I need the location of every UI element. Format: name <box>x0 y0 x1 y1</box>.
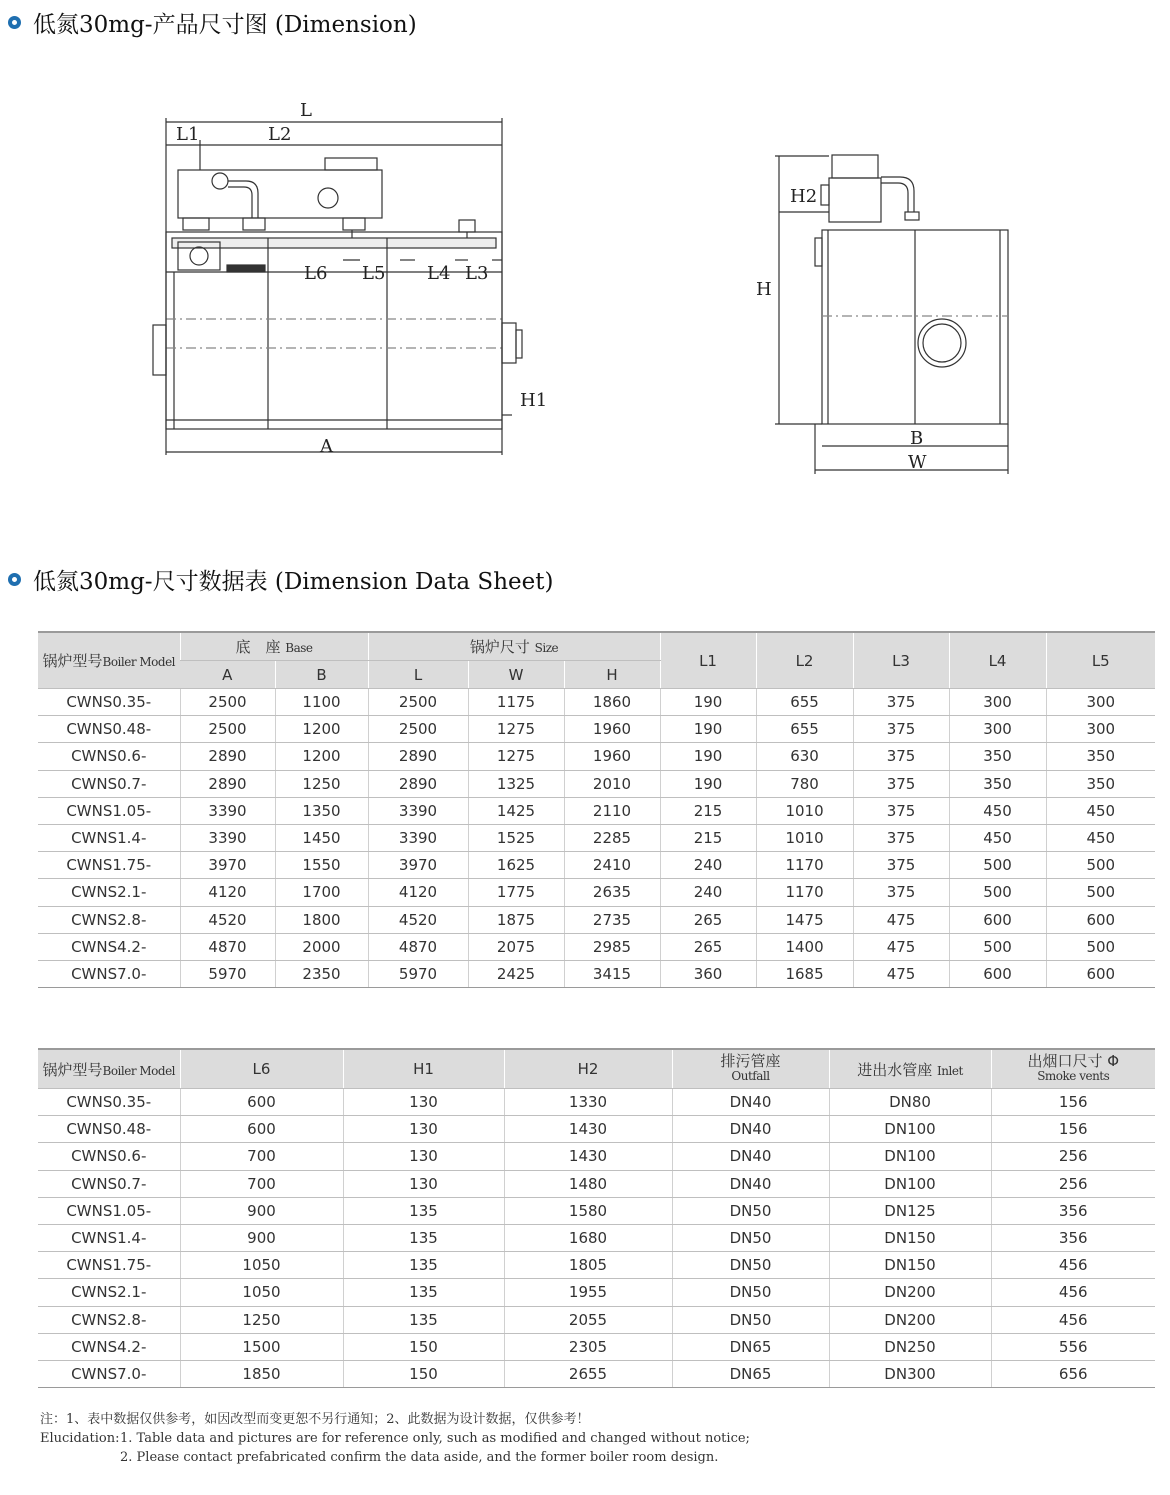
table-cell: 1955 <box>504 1279 672 1306</box>
section-title-dimension <box>8 6 417 39</box>
table-cell: 4520 <box>180 906 275 933</box>
model-cell: CWNS2.8- <box>38 906 180 933</box>
table-cell: 360 <box>660 960 756 987</box>
col-header-H2: H2 <box>504 1049 672 1089</box>
size-header: 锅炉尺寸 Size <box>368 632 660 661</box>
table-cell: 1550 <box>275 852 368 879</box>
col-header-L4: L4 <box>949 632 1046 689</box>
model-cell: CWNS0.48- <box>38 716 180 743</box>
model-cell: CWNS4.2- <box>38 933 180 960</box>
table-cell: 135 <box>343 1224 504 1251</box>
table-cell: 1400 <box>756 933 853 960</box>
economizer-box <box>178 170 382 218</box>
dim-label-L6: L6 <box>304 263 328 284</box>
table-cell: 130 <box>343 1116 504 1143</box>
table-row <box>38 689 1155 716</box>
table-cell: 1350 <box>275 797 368 824</box>
model-cell: CWNS0.48- <box>38 1116 180 1143</box>
table-cell: 2635 <box>564 879 660 906</box>
table-cell: 265 <box>660 906 756 933</box>
note-line-2: 2. Please contact prefabricated confirm the data aside, and the former boiler room design. <box>120 1450 719 1465</box>
table-cell: 2285 <box>564 824 660 851</box>
table-cell: 556 <box>991 1333 1155 1360</box>
dim-label-L4: L4 <box>427 263 451 284</box>
table-cell: 1050 <box>180 1279 343 1306</box>
table-cell: 1475 <box>756 906 853 933</box>
table-cell: 1175 <box>468 689 564 716</box>
table-row <box>38 879 1155 906</box>
model-cell: CWNS0.6- <box>38 743 180 770</box>
table-cell: 700 <box>180 1143 343 1170</box>
table-cell: 500 <box>1046 879 1155 906</box>
table-cell: 655 <box>756 716 853 743</box>
table-cell: 3390 <box>368 797 468 824</box>
table-cell: 500 <box>1046 933 1155 960</box>
table-cell: DN65 <box>672 1333 829 1360</box>
table-cell: DN100 <box>829 1170 991 1197</box>
table-row <box>38 1170 1155 1197</box>
model-cell: CWNS0.6- <box>38 1143 180 1170</box>
table-cell: 135 <box>343 1252 504 1279</box>
model-cell: CWNS1.05- <box>38 797 180 824</box>
boiler-body-side <box>166 232 502 429</box>
table-cell: 1170 <box>756 852 853 879</box>
table-cell: 130 <box>343 1143 504 1170</box>
table-cell: 2410 <box>564 852 660 879</box>
table-cell: 1430 <box>504 1116 672 1143</box>
dimension-table-1 <box>38 631 1155 988</box>
table-cell: 3970 <box>368 852 468 879</box>
table-cell: 356 <box>991 1197 1155 1224</box>
table-cell: 2890 <box>368 770 468 797</box>
table-cell: DN40 <box>672 1089 829 1116</box>
table-cell: 900 <box>180 1224 343 1251</box>
bullet-icon <box>8 573 21 586</box>
table-cell: 356 <box>991 1224 1155 1251</box>
table-row <box>38 960 1155 987</box>
table-cell: 3390 <box>180 797 275 824</box>
table-cell: 375 <box>853 824 949 851</box>
table-row <box>38 743 1155 770</box>
section-title-datasheet <box>8 563 553 596</box>
table-row <box>38 1333 1155 1360</box>
table-cell: 2655 <box>504 1360 672 1387</box>
table-cell: 1010 <box>756 797 853 824</box>
table-cell: 2010 <box>564 770 660 797</box>
table-cell: 1850 <box>180 1360 343 1387</box>
table-cell: 1200 <box>275 716 368 743</box>
dimension-drawing <box>0 60 1170 500</box>
model-cell: CWNS2.8- <box>38 1306 180 1333</box>
table-cell: DN80 <box>829 1089 991 1116</box>
col-header-H1: H1 <box>343 1049 504 1089</box>
table-cell: 1430 <box>504 1143 672 1170</box>
table-cell: 2500 <box>180 716 275 743</box>
model-cell: CWNS1.75- <box>38 1252 180 1279</box>
table-cell: 3390 <box>368 824 468 851</box>
table-cell: 375 <box>853 879 949 906</box>
table-cell: 1170 <box>756 879 853 906</box>
table-cell: 1525 <box>468 824 564 851</box>
model-cell: CWNS4.2- <box>38 1333 180 1360</box>
table-cell: 150 <box>343 1360 504 1387</box>
table-cell: 1050 <box>180 1252 343 1279</box>
section-title-text: 低氮30mg-尺寸数据表 (Dimension Data Sheet) <box>33 569 554 595</box>
dim-label-H1: H1 <box>520 390 548 411</box>
dim-label-A: A <box>320 436 333 457</box>
model-cell: CWNS7.0- <box>38 1360 180 1387</box>
table-cell: 130 <box>343 1089 504 1116</box>
table-cell: 375 <box>853 716 949 743</box>
table-cell: 1250 <box>275 770 368 797</box>
table-cell: 450 <box>949 797 1046 824</box>
bullet-icon <box>8 16 21 29</box>
table-cell: 600 <box>180 1116 343 1143</box>
table-cell: 600 <box>1046 960 1155 987</box>
col-header-W: W <box>468 661 564 689</box>
body-top-rail <box>172 238 496 248</box>
table-cell: DN150 <box>829 1224 991 1251</box>
col-header-smoke: 出烟口尺寸 Φ Smoke vents <box>991 1049 1155 1089</box>
table-cell: 600 <box>949 960 1046 987</box>
model-cell: CWNS2.1- <box>38 879 180 906</box>
table-cell: 1700 <box>275 879 368 906</box>
col-header-L1: L1 <box>660 632 756 689</box>
table-row <box>38 1116 1155 1143</box>
col-header-A: A <box>180 661 275 689</box>
table-cell: 375 <box>853 852 949 879</box>
table-cell: 1580 <box>504 1197 672 1224</box>
table-cell: 2055 <box>504 1306 672 1333</box>
table-cell: 256 <box>991 1170 1155 1197</box>
table-cell: 500 <box>949 933 1046 960</box>
table-cell: 2075 <box>468 933 564 960</box>
table-cell: 2110 <box>564 797 660 824</box>
table-cell: 500 <box>1046 852 1155 879</box>
table-cell: 150 <box>343 1333 504 1360</box>
table-row <box>38 906 1155 933</box>
table-cell: 900 <box>180 1197 343 1224</box>
table-cell: 375 <box>853 689 949 716</box>
table-cell: 1960 <box>564 716 660 743</box>
table-cell: 5970 <box>180 960 275 987</box>
table-cell: DN40 <box>672 1170 829 1197</box>
table-row <box>38 852 1155 879</box>
table-cell: 3390 <box>180 824 275 851</box>
table-row <box>38 1360 1155 1387</box>
col-header-H: H <box>564 661 660 689</box>
table-cell: 600 <box>180 1089 343 1116</box>
table-cell: 300 <box>1046 716 1155 743</box>
notes <box>40 1410 750 1467</box>
table-cell: 1680 <box>504 1224 672 1251</box>
table-cell: 600 <box>1046 906 1155 933</box>
col-header-B: B <box>275 661 368 689</box>
table-cell: 2890 <box>368 743 468 770</box>
table-row <box>38 716 1155 743</box>
table-cell: 4870 <box>180 933 275 960</box>
table-cell: 475 <box>853 960 949 987</box>
model-cell: CWNS1.05- <box>38 1197 180 1224</box>
col-header-L2: L2 <box>756 632 853 689</box>
table-cell: 135 <box>343 1279 504 1306</box>
table-cell: DN50 <box>672 1252 829 1279</box>
section-title-text: 低氮30mg-产品尺寸图 (Dimension) <box>33 12 417 38</box>
table-cell: 190 <box>660 716 756 743</box>
dimension-table-2 <box>38 1048 1155 1388</box>
model-cell: CWNS1.4- <box>38 824 180 851</box>
table-cell: DN200 <box>829 1279 991 1306</box>
col-header-inlet: 进出水管座 Inlet <box>829 1049 991 1089</box>
table-cell: 1275 <box>468 716 564 743</box>
table-cell: 190 <box>660 770 756 797</box>
table-cell: 130 <box>343 1170 504 1197</box>
table-cell: 2890 <box>180 770 275 797</box>
table-cell: 300 <box>1046 689 1155 716</box>
table-row <box>38 1197 1155 1224</box>
model-cell: CWNS1.4- <box>38 1224 180 1251</box>
table-cell: 2500 <box>180 689 275 716</box>
model-cell: CWNS1.75- <box>38 852 180 879</box>
table-cell: 1685 <box>756 960 853 987</box>
table-cell: DN50 <box>672 1197 829 1224</box>
table-cell: 1425 <box>468 797 564 824</box>
table-cell: 135 <box>343 1306 504 1333</box>
table-cell: DN40 <box>672 1116 829 1143</box>
table-cell: 4520 <box>368 906 468 933</box>
table-cell: DN100 <box>829 1143 991 1170</box>
table-cell: 656 <box>991 1360 1155 1387</box>
table-cell: 350 <box>949 770 1046 797</box>
table-cell: 2425 <box>468 960 564 987</box>
model-cell: CWNS7.0- <box>38 960 180 987</box>
table-cell: 500 <box>949 879 1046 906</box>
dim-label-L5: L5 <box>362 263 386 284</box>
dim-label-H: H <box>756 279 772 300</box>
table-cell: DN300 <box>829 1360 991 1387</box>
table-cell: 2890 <box>180 743 275 770</box>
table-cell: 375 <box>853 770 949 797</box>
table-cell: DN100 <box>829 1116 991 1143</box>
table-cell: 3970 <box>180 852 275 879</box>
table-cell: 350 <box>1046 743 1155 770</box>
table-cell: 1480 <box>504 1170 672 1197</box>
table-cell: 450 <box>1046 824 1155 851</box>
table-cell: 240 <box>660 852 756 879</box>
table-cell: 215 <box>660 824 756 851</box>
table-cell: DN40 <box>672 1143 829 1170</box>
table-cell: 456 <box>991 1279 1155 1306</box>
table-cell: 1200 <box>275 743 368 770</box>
table-cell: DN50 <box>672 1279 829 1306</box>
table-cell: 456 <box>991 1306 1155 1333</box>
table-cell: 300 <box>949 716 1046 743</box>
table-cell: 1010 <box>756 824 853 851</box>
table-cell: 1275 <box>468 743 564 770</box>
table-cell: 375 <box>853 743 949 770</box>
table-cell: 1625 <box>468 852 564 879</box>
table-cell: 350 <box>1046 770 1155 797</box>
note-label: Elucidation: <box>40 1431 120 1446</box>
table-row <box>38 797 1155 824</box>
table-cell: 375 <box>853 797 949 824</box>
dim-label-H2: H2 <box>790 186 818 207</box>
table-cell: 450 <box>1046 797 1155 824</box>
table-cell: 256 <box>991 1143 1155 1170</box>
col-header-L6: L6 <box>180 1049 343 1089</box>
table-row <box>38 824 1155 851</box>
table-cell: 700 <box>180 1170 343 1197</box>
table-cell: 655 <box>756 689 853 716</box>
dim-label-L: L <box>300 100 312 121</box>
table-cell: 4120 <box>368 879 468 906</box>
table-cell: 1325 <box>468 770 564 797</box>
base-header: 底 座 Base <box>180 632 368 661</box>
table-cell: 500 <box>949 852 1046 879</box>
table-cell: 156 <box>991 1116 1155 1143</box>
table-cell: 2500 <box>368 716 468 743</box>
table-cell: 215 <box>660 797 756 824</box>
table-cell: DN125 <box>829 1197 991 1224</box>
table-cell: DN50 <box>672 1224 829 1251</box>
table-cell: 2985 <box>564 933 660 960</box>
table-row <box>38 770 1155 797</box>
table-cell: DN65 <box>672 1360 829 1387</box>
table-cell: DN50 <box>672 1306 829 1333</box>
col-header-L: L <box>368 661 468 689</box>
table-cell: 2735 <box>564 906 660 933</box>
table-cell: 190 <box>660 743 756 770</box>
table-cell: 475 <box>853 906 949 933</box>
model-header: 锅炉型号Boiler Model <box>38 1049 180 1089</box>
table-cell: 600 <box>949 906 1046 933</box>
table-cell: 1100 <box>275 689 368 716</box>
table-cell: 265 <box>660 933 756 960</box>
dim-label-W: W <box>908 452 927 473</box>
table-cell: 1805 <box>504 1252 672 1279</box>
note-line-1: 1. Table data and pictures are for reference only, such as modified and changed without notice; <box>120 1431 750 1446</box>
table-cell: DN200 <box>829 1306 991 1333</box>
table-cell: DN150 <box>829 1252 991 1279</box>
model-cell: CWNS0.35- <box>38 689 180 716</box>
table-cell: 450 <box>949 824 1046 851</box>
table-cell: 2350 <box>275 960 368 987</box>
table-row <box>38 1279 1155 1306</box>
dim-label-L3: L3 <box>465 263 489 284</box>
table-cell: DN250 <box>829 1333 991 1360</box>
table-cell: 1330 <box>504 1089 672 1116</box>
table-cell: 780 <box>756 770 853 797</box>
table-cell: 475 <box>853 933 949 960</box>
table-cell: 240 <box>660 879 756 906</box>
table-cell: 300 <box>949 689 1046 716</box>
model-cell: CWNS0.7- <box>38 770 180 797</box>
table-cell: 5970 <box>368 960 468 987</box>
model-cell: CWNS2.1- <box>38 1279 180 1306</box>
table-row <box>38 933 1155 960</box>
table-cell: 1775 <box>468 879 564 906</box>
table-cell: 190 <box>660 689 756 716</box>
table-cell: 1450 <box>275 824 368 851</box>
table-row <box>38 1089 1155 1116</box>
col-header-outfall: 排污管座 Outfall <box>672 1049 829 1089</box>
table-row <box>38 1224 1155 1251</box>
table-cell: 2500 <box>368 689 468 716</box>
dim-label-L2: L2 <box>268 124 292 145</box>
dim-label-L1: L1 <box>176 124 200 145</box>
table-cell: 135 <box>343 1197 504 1224</box>
table-cell: 4120 <box>180 879 275 906</box>
table-cell: 156 <box>991 1089 1155 1116</box>
table-cell: 456 <box>991 1252 1155 1279</box>
table-cell: 1875 <box>468 906 564 933</box>
table-cell: 1250 <box>180 1306 343 1333</box>
table-cell: 1500 <box>180 1333 343 1360</box>
col-header-L5: L5 <box>1046 632 1155 689</box>
table-cell: 2000 <box>275 933 368 960</box>
dim-label-B: B <box>910 428 924 449</box>
table-cell: 630 <box>756 743 853 770</box>
table-cell: 1960 <box>564 743 660 770</box>
col-header-L3: L3 <box>853 632 949 689</box>
table-cell: 350 <box>949 743 1046 770</box>
table-cell: 3415 <box>564 960 660 987</box>
table-cell: 4870 <box>368 933 468 960</box>
model-cell: CWNS0.35- <box>38 1089 180 1116</box>
model-header: 锅炉型号Boiler Model <box>38 632 180 689</box>
model-cell: CWNS0.7- <box>38 1170 180 1197</box>
table-cell: 2305 <box>504 1333 672 1360</box>
table-row <box>38 1143 1155 1170</box>
table-cell: 1800 <box>275 906 368 933</box>
table-row <box>38 1252 1155 1279</box>
table-row <box>38 1306 1155 1333</box>
table-cell: 1860 <box>564 689 660 716</box>
note-cn: 注：1、表中数据仅供参考，如因改型而变更恕不另行通知；2、此数据为设计数据，仅供参考！ <box>40 1412 590 1427</box>
